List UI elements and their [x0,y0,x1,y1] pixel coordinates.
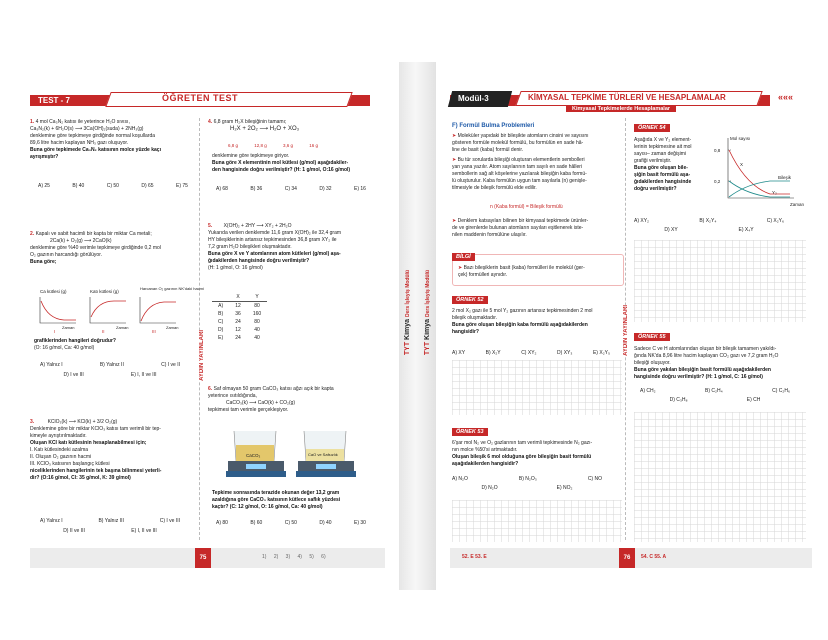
spine-label-2: TYT Kimya Ders İşleyiş Modülü [424,270,431,356]
option[interactable]: B) 36 [250,186,263,192]
question-2-ask: grafiklerinden hangileri doğrudur? (O: 16 g/mol, Ca: 40 g/mol) [34,338,116,351]
option[interactable]: E) X₄Y [738,227,754,233]
option[interactable]: A) 25 [38,183,50,189]
graph-y2-series: Y₂ [772,190,777,195]
graph-x-series: X [740,162,744,167]
graph-x-label: Zaman [166,325,179,330]
right-header-title: KİMYASAL TEPKİME TÜRLERİ VE HESAPLAMALAR [528,93,726,102]
example-53: 6'şar mol N₂ ve O₂ gazlarının tam verimli tepkimesinde N₂ gazı- nın molce %50'si artmaktadır. Oluşan bileşik 6 mol olduğuna göre bileşiğin basit formülü aşağıdakilerden hangisidir? [452,440,593,467]
option[interactable]: C) X₂Y₆ [766,218,784,224]
graph-y-label: Mol sayısı [730,136,751,141]
table-row[interactable]: D) 12 40 [218,327,260,333]
graph-3-title: Harcanan O₂ gazının NK'daki hacmi [140,286,204,291]
question-4: 4. 6,8 gram H₂X bileşiğinin tamamı; H₂X + 2O₂ ⟶ H₂O + XO₃ [208,119,300,132]
example-52: 2 mol X₂ gazı ile 5 mol Y₂ gazının artansız tepkimesinden 2 mol bileşik oluşmaktadır. Buna göre oluşan bileşiğin kaba formülü aşağıdakilerden hangisidir? [452,308,593,335]
option[interactable]: A) 80 [216,520,228,526]
graph-roman-2: II [102,329,105,334]
balance-2-label: CaO ve Safsızlık [308,452,338,457]
option[interactable]: E) 30 [354,520,366,526]
option[interactable]: C) I ve II [161,362,180,368]
option[interactable]: C) 50 [284,520,297,526]
option[interactable]: A) N₂O [452,476,468,482]
question-5-table: X Y A) 12 80 B) 36 160 C) 24 80 D) 12 40 E) 24 40 [212,293,267,342]
question-6-ask: Tepkime sonrasında terazide okunan değer 13,2 gram azaldığına göre CaCO₃ katısının kütlece saflık yüzdesi kaçtır? (C: 12 g/mol, O: 16 g/mol, Ca: 40 g/mol) [212,490,341,510]
example-54-options [634,218,784,233]
example-53-tag: ÖRNEK 53 [452,428,488,436]
graph-tick-02: 0,2 [714,179,721,184]
example-52-tag: ÖRNEK 52 [452,296,488,304]
question-1-options [38,183,188,189]
table-row[interactable]: A) 12 80 [218,303,260,309]
example-55-grid [634,412,806,542]
graph-x-label: Zaman [62,325,75,330]
option[interactable]: A) XY₂ [634,218,649,224]
graph-roman-3: III [152,329,156,334]
question-4-options [216,186,366,192]
option[interactable]: D) II ve III [63,528,85,534]
balance-1-label: CaCO₃ [246,453,261,458]
left-header-arrows: ««« [355,92,371,102]
question-2-graphs [34,286,204,335]
example-54: Aşağıda X ve Y₂ element- lerinin tepkimesine ait mol sayısı– zaman değişimi grafiği verilmiştir. Buna göre oluşan bile- şiğin basit formülü aşa- ğıdakilerden hangisinde doğru verilmiştir? [634,137,692,192]
option[interactable]: E) 75 [176,183,188,189]
option[interactable]: D) 32 [319,186,332,192]
spine-label-1: TYT Kimya Ders İşleyiş Modülü [404,270,411,356]
right-header-arrows: ««« [778,92,794,102]
option[interactable]: C) NO [587,476,602,482]
option[interactable]: E) I, II ve III [130,372,157,378]
question-6-options [216,520,366,526]
question-6: 6. Saf olmayan 50 gram CaCO₃ katısı ağzı açık bir kapta yeterince ısıtıldığında, CaCO₃(k) ⟶ CaO(k) + CO₂(g) tepkimesi tam verimle gerçekleşiyor. [208,386,334,413]
option[interactable]: D) I ve III [63,372,84,378]
option[interactable]: D) XY₃ [557,350,573,356]
graph-1-title: Ca kütlesi (g) [40,289,67,294]
example-52-options [452,350,610,356]
section-title: F) Formül Bulma Problemleri [452,123,535,129]
option[interactable]: A) CH₂ [640,388,656,394]
table-row[interactable]: C) 24 80 [218,319,260,325]
graph-x-label: Zaman [790,202,805,207]
option[interactable]: E) CH [746,397,761,403]
right-footer-answers-left: 52. E 53. E [462,554,487,560]
right-subtitle: Kimyasal Tepkimelerde Hesaplamalar [566,106,676,112]
example-55-options [640,388,790,403]
option[interactable]: D) XY [664,227,678,233]
example-54-graph [710,132,805,208]
table-row[interactable]: B) 36 160 [218,311,262,317]
example-53-options [452,476,602,491]
option[interactable]: B) 60 [250,520,263,526]
right-header-label: Modül-3 [458,94,489,103]
bilgi-tag: BİLGİ [452,253,475,261]
option[interactable]: C) I ve III [159,518,180,524]
paragraph-3: ➤ Denklem katsayıları bilinen bir kimyasal tepkimede ürünler- de ve girenlerde bulunan atomların sayıları eşitlenerek iste- nilen maddenin formülüne ulaşılır. [452,218,589,238]
option[interactable]: B) C₂H₄ [705,388,723,394]
left-footer-answers: 1) 2) 3) 4) 5) 6) [262,554,326,560]
graph-2-title: Katı kütlesi (g) [90,289,119,294]
option[interactable]: A) Yalnız I [40,362,63,368]
option[interactable]: E) NO₂ [556,485,573,491]
graph-tick-08: 0,8 [714,148,721,153]
formula-line: n (Kaba formül) = Bileşik formülü [490,204,563,210]
graph-x-label: Zaman [116,325,129,330]
option[interactable]: A) 68 [216,186,228,192]
right-side-label: AYDIN YAYINLARI [623,305,629,356]
paragraph-1: ➤ Moleküler yapıdaki bir bileşikte atomların cinsini ve sayısını gösteren formüle molekül formülü, bu formülün en sade hâ- line de basit (kaba) formül denir. [452,133,589,153]
option[interactable]: B) X₂Y₄ [699,218,717,224]
question-6-balances [220,425,370,485]
option[interactable]: B) Yalnız II [99,362,124,368]
option[interactable]: E) X₂Y₅ [592,350,610,356]
option[interactable]: D) 65 [141,183,154,189]
question-4-ask: denklemine göre tepkimeye giriyor. Buna göre X elementinin mol kütlesi (g/mol) aşağıdakiler- den hangisinde doğru verilmiştir? (H: 1 g/mol, O:16 g/mol) [212,153,351,173]
example-54-tag: ÖRNEK 54 [634,124,670,132]
paragraph-2: ➤ Bu tür sorularda bileşiği oluşturan elementlerin sembolleri yan yana yazılır. Atom sayılarının tam sayılı en sade hâlleri sembollerin sağ alt köşelerine yazılarak bileşiğin kaba formü- lü oluşturulur. Kaba formülün uygun tam sayılarla (n) genişle- tilmesiyle de bileşik formülü elde edilir. [452,157,587,191]
option[interactable]: B) 40 [72,183,85,189]
table-row[interactable]: E) 24 40 [218,335,260,341]
question-2: 2. Kapalı ve sabit hacimli bir kapta bir miktar Ca metali; 2Ca(k) + O₂(g) ⟶ 2CaO(k) denklemine göre %40 verimle tepkimeye girdiğinde 0,2 mol O₂ gazının harcandığı görülüyor. Buna göre; [30,231,161,265]
question-3-options [40,518,180,534]
option[interactable]: E) 16 [354,186,366,192]
left-page-number: 75 [195,548,211,568]
question-1: 1. 4 mol Ca₃N₂ katısı ile yeterince H₂O sıvısı, Ca₃N₂(k) + 6H₂O(s) ⟶ 3Ca(OH)₂(suda) + 2NH₃(g) denklemine göre tepkimeye girdiğinde normal koşullarda 89,6 litre hacim kaplayan NH₃ gazı oluşuyor. Buna göre tepkimede Ca₃N₂ katısının molce yüzde kaçı ayrışmıştır? [30,119,161,160]
example-55: Sadece C ve H atomlarından oluşan bir bileşik tamamen yakıldı- ğında NK'da 8,96 litre hacim kaplayan CO₂ gazı ve 7,2 gram H₂O bileşiği oluşuyor. Buna göre yakılan bileşiğin basit formülü aşağıdakilerden hangisinde doğru verilmiştir? (H: 1 g/mol, C: 16 g/mol) [634,346,779,380]
option[interactable]: C) C₂H₆ [772,388,790,394]
option[interactable]: E) I, II ve III [131,528,157,534]
question-5: 5. X(OH)₂ + 2HY ⟶ XY₂ + 2H₂O Yukarıda verilen denklemde 11,6 gram X(OH)₂ ile 32,4 gram HY bileşiklerinin artansız tepkimesinden 36,8 gram XY₂ ile 7,2 gram H₂O bileşikleri oluşmaktadır. Buna göre X ve Y atomlarının atom kütleleri (g/mol) aşa- ğıdakilerden hangisinde doğru verilmiştir? (H: 1 g/mol, O: 16 g/mol) [208,223,342,271]
graph-compound-series: Bileşik [778,175,792,180]
option[interactable]: A) XY [452,350,466,356]
example-54-grid [634,240,806,322]
option[interactable]: D) N₂O [481,485,498,491]
graph-roman-1: I [54,329,56,334]
right-footer-answers-right: 54. C 55. A [641,554,667,560]
option[interactable]: D) C₃H₈ [669,397,688,403]
option[interactable]: D) 40 [319,520,332,526]
left-header-label: TEST - 7 [38,96,71,105]
example-53-grid [452,500,622,542]
option[interactable]: B) N₂O₃ [518,476,537,482]
option[interactable]: C) XY₂ [521,350,537,356]
left-side-label: AYDIN YAYINLARI [199,330,205,381]
question-4-masses: 6,8 g 12,8 g 3,6 g 16 g [228,143,318,148]
right-page-number: 76 [619,548,635,568]
option[interactable]: B) Yalnız III [98,518,124,524]
left-header-title: ÖĞRETEN TEST [162,93,239,103]
bilgi-text: ➤ Bazı bileşiklerin basit (kaba) formülleri ile molekül (ger- çek) formülleri aynıdır. [458,265,585,278]
question-3: 3. KClO₃(k) ⟶ KCl(k) + 3/2 O₂(g) Denklemine göre bir miktar KClO₃ katısı tam verimli bir tep- kimeyle ayrıştırılmaktadır. Oluşan KCl katı kütlesinin hesaplanabilmesi için; I. Katı kütlesindeki azalma II. Oluşan O₂ gazının hacmi III. KClO₃ katısının başlangıç kütlesi niceliklerinden hangilerinin tek başına bilinmesi yeterli- dir? (O:16 g/mol, Cl: 35 g/mol, K: 39 g/mol) [30,419,162,481]
option[interactable]: B) X₂Y [485,350,501,356]
question-2-options [40,362,180,378]
option[interactable]: C) 50 [106,183,119,189]
example-55-tag: ÖRNEK 55 [634,333,670,341]
option[interactable]: C) 34 [284,186,297,192]
option[interactable]: A) Yalnız I [40,518,63,524]
example-52-grid [452,360,622,415]
